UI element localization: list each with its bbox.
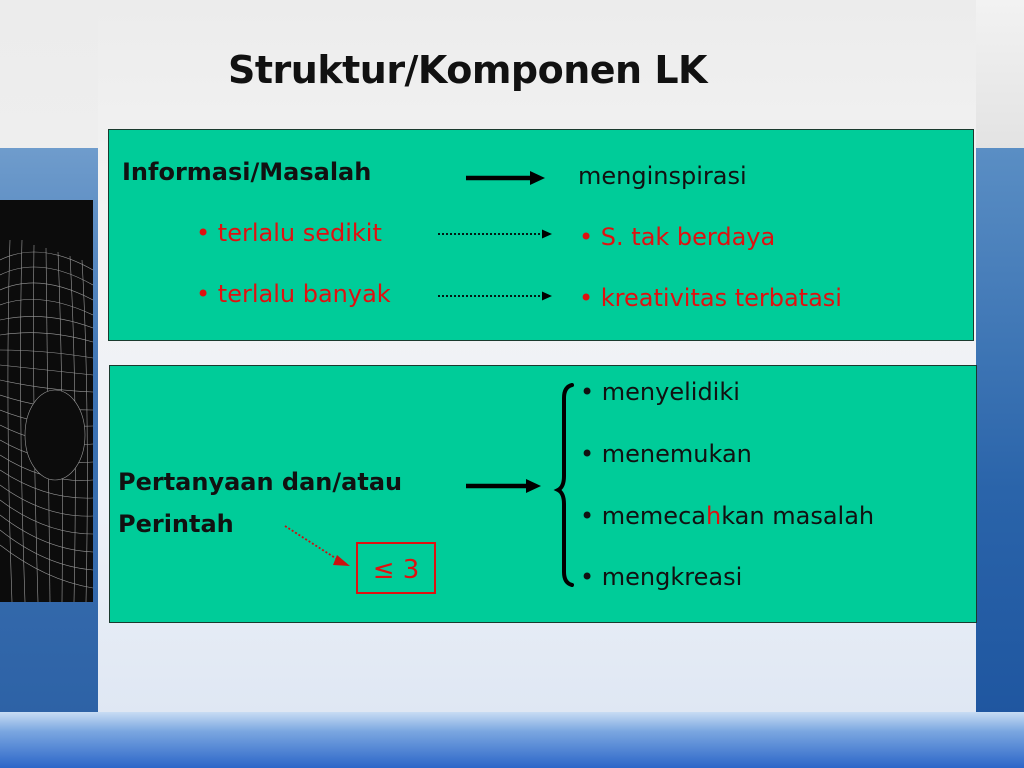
slide-title: Struktur/Komponen LK xyxy=(228,48,707,92)
dotted-arrow-2 xyxy=(438,292,552,301)
outcome-text: • menyelidiki xyxy=(580,378,740,406)
result-heading: menginspirasi xyxy=(578,162,747,190)
question-heading-line2: Perintah xyxy=(118,510,234,538)
effect-item-2: • kreativitas terbatasi xyxy=(579,284,842,312)
outcome-text: • mengkreasi xyxy=(580,563,743,591)
question-heading-line1: Pertanyaan dan/atau xyxy=(118,468,403,496)
outcome-text: • memeca xyxy=(580,502,706,530)
effect-item-1: • S. tak berdaya xyxy=(579,223,776,251)
dotted-arrow-1 xyxy=(438,230,552,239)
solid-arrow-1 xyxy=(466,171,545,185)
information-heading: Informasi/Masalah xyxy=(122,158,372,186)
curly-brace xyxy=(558,385,572,585)
outcome-text: • menemukan xyxy=(580,440,752,468)
solid-arrow-2 xyxy=(466,479,541,493)
outcome-text-rest: kan masalah xyxy=(721,502,875,530)
cause-item-1: • terlalu sedikit xyxy=(196,219,382,247)
red-dotted-arrow xyxy=(285,526,350,566)
cause-item-2: • terlalu banyak xyxy=(196,280,391,308)
outcome-highlight: h xyxy=(705,502,722,530)
limit-badge: ≤ 3 xyxy=(356,542,436,594)
